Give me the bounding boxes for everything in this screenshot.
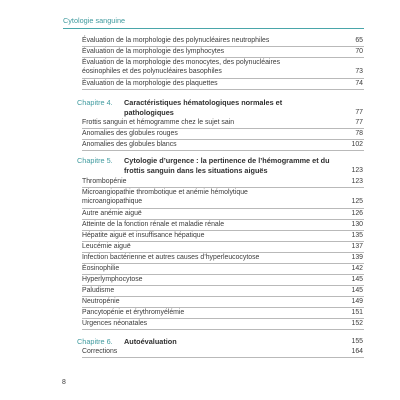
divider bbox=[82, 57, 364, 58]
toc-entry-text: Infection bactérienne et autres causes d’hyperleucocytose bbox=[82, 254, 260, 261]
toc-entry-page: 151 bbox=[351, 309, 363, 316]
toc-entry-text: Frottis sanguin et hémogramme chez le sujet sain bbox=[82, 119, 235, 126]
toc-entry-page: 65 bbox=[355, 37, 363, 44]
divider bbox=[82, 230, 364, 231]
toc-entry bbox=[82, 319, 364, 328]
toc-entry-text: Thrombopénie bbox=[82, 178, 127, 185]
divider bbox=[82, 187, 364, 188]
toc-entry-page: 137 bbox=[351, 243, 363, 250]
toc-entry-page: 123 bbox=[351, 178, 363, 185]
toc-entry-page: 102 bbox=[351, 141, 363, 148]
toc-entry-text: Évaluation de la morphologie des lymphocytes bbox=[82, 48, 225, 55]
running-header: Cytologie sanguine bbox=[63, 16, 126, 25]
toc-entry-page: 149 bbox=[351, 298, 363, 305]
toc-entry bbox=[82, 347, 364, 356]
chapter-number: Chapitre 6. bbox=[77, 337, 113, 346]
chapter-page: 155 bbox=[351, 338, 363, 345]
toc-entry-text: Éosinophilie bbox=[82, 265, 120, 272]
toc-entry bbox=[82, 118, 364, 127]
divider bbox=[82, 252, 364, 253]
toc-entry bbox=[82, 275, 364, 284]
divider bbox=[82, 329, 364, 330]
divider bbox=[82, 274, 364, 275]
chapter-number: Chapitre 5. bbox=[77, 156, 113, 165]
toc-entry bbox=[82, 264, 364, 273]
toc-entry-page: 78 bbox=[355, 130, 363, 137]
toc-entry bbox=[82, 177, 364, 186]
divider bbox=[82, 307, 364, 308]
toc-entry-text: Anomalies des globules rouges bbox=[82, 130, 178, 137]
chapter-page: 123 bbox=[351, 166, 363, 174]
toc-entry bbox=[82, 242, 364, 251]
toc-entry-page: 70 bbox=[355, 48, 363, 55]
divider bbox=[82, 241, 364, 242]
chapter-page: 77 bbox=[355, 108, 363, 116]
toc-entry-page: 164 bbox=[351, 348, 363, 355]
toc-entry-text: Microangiopathie thrombotique et anémie hémolytique microangiopathique bbox=[82, 189, 248, 206]
divider bbox=[82, 285, 364, 286]
toc-entry-text: Hyperlymphocytose bbox=[82, 276, 143, 283]
toc-entry-text: Neutropénie bbox=[82, 298, 120, 305]
divider bbox=[82, 219, 364, 220]
chapter-title: Cytologie d’urgence : la pertinence de l’hémogramme et du frottis sanguin dans les situations aiguës bbox=[124, 156, 330, 175]
toc-entry bbox=[82, 47, 364, 56]
header-rule bbox=[63, 28, 364, 29]
toc-entry-text: Évaluation de la morphologie des plaquettes bbox=[82, 80, 218, 87]
page-number: 8 bbox=[62, 379, 66, 386]
toc-entry bbox=[82, 140, 364, 149]
toc-entry-page: 125 bbox=[351, 198, 363, 206]
toc-entry-page: 126 bbox=[351, 210, 363, 217]
toc-entry-page: 77 bbox=[355, 119, 363, 126]
toc-entry bbox=[82, 286, 364, 295]
divider bbox=[82, 139, 364, 140]
toc-entry-page: 130 bbox=[351, 221, 363, 228]
chapter-title: Caractéristiques hématologiques normales et pathologiques bbox=[124, 98, 283, 117]
toc-entry-page: 145 bbox=[351, 276, 363, 283]
divider bbox=[82, 78, 364, 79]
toc-entry bbox=[82, 58, 364, 77]
toc-entry-page: 74 bbox=[355, 80, 363, 87]
divider bbox=[82, 208, 364, 209]
divider bbox=[82, 357, 364, 358]
divider bbox=[82, 318, 364, 319]
divider bbox=[82, 263, 364, 264]
toc-entry-page: 135 bbox=[351, 232, 363, 239]
divider bbox=[82, 46, 364, 47]
toc-entry bbox=[82, 129, 364, 138]
toc-entry-page: 142 bbox=[351, 265, 363, 272]
chapter-title: Autoévaluation bbox=[124, 337, 177, 346]
divider bbox=[82, 128, 364, 129]
toc-entry bbox=[82, 253, 364, 262]
toc-entry bbox=[82, 79, 364, 88]
toc-entry-text: Anomalies des globules blancs bbox=[82, 141, 177, 148]
toc-entry-text: Autre anémie aiguë bbox=[82, 210, 142, 217]
toc-entry bbox=[82, 297, 364, 306]
chapter-number: Chapitre 4. bbox=[77, 98, 113, 107]
toc-entry-page: 139 bbox=[351, 254, 363, 261]
toc-entry-text: Atteinte de la fonction rénale et maladie rénale bbox=[82, 221, 225, 228]
toc-entry bbox=[82, 231, 364, 240]
chapter-heading bbox=[77, 337, 364, 347]
chapter-heading bbox=[77, 98, 364, 117]
toc-entry-text: Urgences néonatales bbox=[82, 320, 148, 327]
divider bbox=[82, 150, 364, 151]
toc-entry-text: Évaluation de la morphologie des polynucléaires neutrophiles bbox=[82, 37, 270, 44]
divider bbox=[82, 89, 364, 90]
toc-entry-page: 152 bbox=[351, 320, 363, 327]
toc-entry-text: Corrections bbox=[82, 348, 118, 355]
toc-entry-page: 73 bbox=[355, 68, 363, 76]
toc-entry bbox=[82, 188, 364, 207]
toc-entry-text: Leucémie aiguë bbox=[82, 243, 131, 250]
toc-entry-page: 145 bbox=[351, 287, 363, 294]
chapter-heading bbox=[77, 156, 364, 175]
toc-entry bbox=[82, 308, 364, 317]
divider bbox=[82, 296, 364, 297]
toc-entry bbox=[82, 36, 364, 45]
toc-entry bbox=[82, 209, 364, 218]
toc-entry-text: Pancytopénie et érythromyélémie bbox=[82, 309, 185, 316]
toc-entry bbox=[82, 220, 364, 229]
toc-entry-text: Paludisme bbox=[82, 287, 115, 294]
toc-entry-text: Hépatite aiguë et insuffisance hépatique bbox=[82, 232, 205, 239]
toc-entry-text: Évaluation de la morphologie des monocytes, des polynucléaires éosinophiles et des polynucléaires basophiles bbox=[82, 59, 281, 76]
